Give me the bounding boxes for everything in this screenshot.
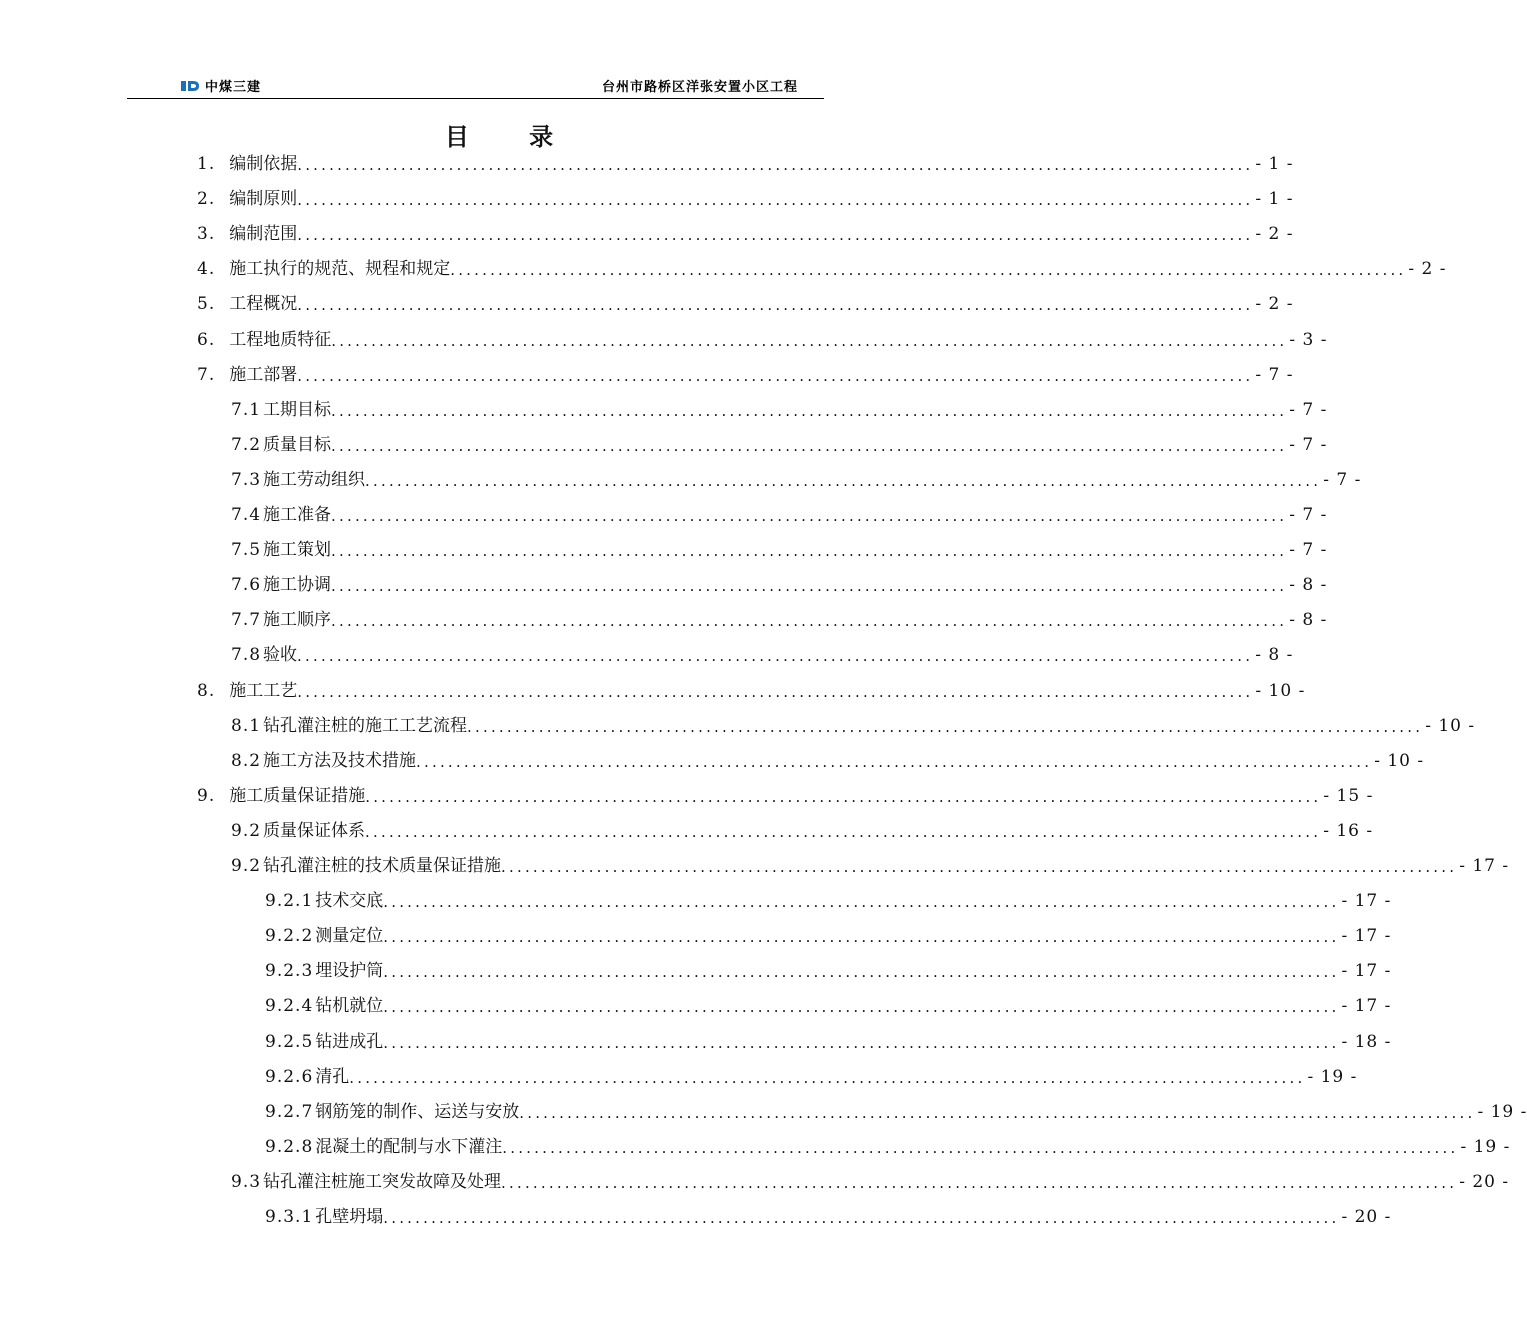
toc-entry-page: - 8 - [1289, 575, 1328, 596]
toc-entry-page: - 10 - [1374, 750, 1425, 771]
toc-entry-number: 8.1 [231, 715, 262, 736]
toc-entry-page: - 10 - [1425, 715, 1476, 736]
toc-entry-page: - 19 - [1477, 1101, 1527, 1122]
toc-entry-page: - 1 - [1255, 154, 1294, 174]
toc-leader-dots: ........................................................................................................................ [501, 1173, 1458, 1192]
toc-leader-dots: ........................................................................................................................ [450, 261, 1407, 280]
toc-entry-page: - 7 - [1323, 469, 1362, 490]
toc-leader-dots: ........................................................................................................................ [297, 226, 1254, 245]
toc-entry-label: 施工准备 [263, 505, 332, 525]
toc-entry-page: - 19 - [1307, 1066, 1358, 1087]
toc-entry-label: 施工部署 [229, 364, 298, 385]
toc-entry-label: 清孔 [315, 1066, 350, 1087]
toc-entry[interactable] [231, 503, 1328, 527]
toc-entry[interactable] [265, 924, 1392, 948]
toc-leader-dots: ........................................................................................................................ [331, 507, 1288, 525]
toc-entry-label: 测量定位 [315, 926, 384, 947]
toc-entry-number: 6. [197, 329, 216, 350]
toc-leader-dots: ........................................................................................................................ [416, 752, 1373, 771]
toc-entry-page: - 8 - [1289, 610, 1328, 631]
toc-entry-number: 9.2.4 [265, 996, 314, 1017]
toc-entry-page: - 20 - [1341, 1207, 1392, 1227]
toc-leader-dots: ........................................................................................................................ [383, 963, 1340, 982]
toc-entry-number: 7.2 [231, 434, 262, 455]
toc-entry[interactable] [265, 889, 1392, 913]
toc-entry[interactable] [265, 1065, 1358, 1089]
toc-entry-label: 施工劳动组织 [263, 469, 366, 490]
toc-entry-number: 9.3 [231, 1171, 262, 1192]
toc-entry-page: - 1 - [1255, 189, 1294, 210]
toc-leader-dots: ........................................................................................................................ [383, 1033, 1340, 1052]
toc-leader-dots: ........................................................................................................................ [331, 401, 1288, 420]
toc-entry-page: - 17 - [1341, 926, 1392, 947]
toc-entry-page: - 17 - [1341, 996, 1392, 1017]
toc-entry[interactable] [197, 152, 1294, 176]
toc-entry-label: 施工策划 [263, 540, 332, 561]
toc-entry-page: - 10 - [1255, 680, 1306, 701]
toc-entry[interactable] [197, 187, 1294, 211]
toc-leader-dots: ........................................................................................................................ [331, 577, 1288, 596]
company-name: 中煤三建 [205, 80, 262, 95]
toc-entry-number: 9.2.1 [265, 891, 314, 912]
toc-entry-label: 质量目标 [263, 434, 332, 455]
toc-leader-dots: ........................................................................................................................ [383, 893, 1340, 912]
toc-entry-page: - 2 - [1255, 294, 1294, 315]
toc-entry-label: 施工执行的规范、规程和规定 [229, 259, 451, 280]
toc-entry-label: 施工质量保证措施 [229, 785, 366, 806]
toc-entry-label: 施工协调 [263, 575, 332, 596]
toc-entry[interactable] [231, 643, 1294, 667]
toc-leader-dots: ........................................................................................................................ [519, 1103, 1476, 1122]
toc-entry[interactable] [197, 784, 1374, 808]
toc-entry-page: - 7 - [1255, 364, 1294, 385]
toc-entry-number: 9.2.8 [265, 1136, 314, 1157]
toc-entry-number: 3. [197, 224, 216, 245]
toc-leader-dots: ........................................................................................................................ [297, 156, 1254, 174]
toc-entry-label: 钻孔灌注桩的技术质量保证措施 [263, 856, 502, 876]
toc-entry-number: 9.2.2 [265, 926, 314, 947]
toc-leader-dots: ........................................................................................................................ [331, 542, 1288, 561]
toc-entry-label: 工程概况 [229, 294, 298, 315]
toc-entry-page: - 19 - [1460, 1136, 1511, 1157]
toc-entry-number: 4. [197, 259, 216, 280]
toc-entry[interactable] [265, 1030, 1392, 1054]
toc-entry-number: 7.8 [231, 645, 262, 666]
toc-entry-page: - 7 - [1289, 399, 1328, 420]
toc-entry-number: 8.2 [231, 750, 262, 771]
toc-leader-dots: ........................................................................................................................ [501, 858, 1458, 876]
toc-entry-page: - 3 - [1289, 329, 1328, 350]
toc-entry[interactable] [197, 679, 1306, 703]
toc-entry-label: 孔壁坍塌 [315, 1207, 384, 1227]
toc-entry-number: 9.2 [231, 856, 262, 876]
toc-entry-number: 9.2.6 [265, 1066, 314, 1087]
toc-entry-label: 施工顺序 [263, 610, 332, 631]
toc-entry-label: 钻孔灌注桩的施工工艺流程 [263, 715, 468, 736]
toc-entry-number: 9.3.1 [265, 1207, 314, 1227]
toc-entry-label: 编制范围 [229, 224, 298, 245]
page-header [127, 74, 824, 99]
toc-entry-label: 验收 [263, 645, 298, 666]
toc-entry-number: 1. [197, 154, 216, 174]
toc-entry[interactable] [231, 468, 1362, 492]
toc-entry[interactable] [231, 433, 1328, 457]
toc-leader-dots: ........................................................................................................................ [331, 436, 1288, 455]
toc-leader-dots: ........................................................................................................................ [297, 191, 1254, 210]
toc-entry-page: - 7 - [1289, 505, 1328, 525]
toc-leader-dots: ........................................................................................................................ [331, 331, 1288, 350]
toc-entry-label: 混凝土的配制与水下灌注 [315, 1136, 503, 1157]
toc-entry-label: 施工工艺 [229, 680, 298, 701]
toc-entry-number: 5. [197, 294, 216, 315]
toc-entry-label: 质量保证体系 [263, 820, 366, 841]
toc-entry[interactable] [197, 328, 1328, 352]
toc-entry[interactable] [265, 1205, 1392, 1229]
project-name: 台州市路桥区洋张安置小区工程 [601, 80, 798, 95]
toc-entry-number: 7.7 [231, 610, 262, 631]
toc-leader-dots: ........................................................................................................................ [331, 612, 1288, 631]
company-logo [180, 76, 261, 95]
toc-leader-dots: ........................................................................................................................ [502, 1138, 1459, 1157]
toc-leader-dots: ........................................................................................................................ [297, 296, 1254, 315]
toc-leader-dots: ........................................................................................................................ [349, 1068, 1306, 1087]
toc-entry-number: 8. [197, 680, 216, 701]
toc-entry-page: - 7 - [1289, 434, 1328, 455]
toc-entry-page: - 17 - [1341, 961, 1392, 982]
toc-entry-number: 9.2.5 [265, 1031, 314, 1052]
toc-entry[interactable] [265, 1135, 1511, 1159]
company-logo-icon [180, 79, 202, 93]
toc-leader-dots: ........................................................................................................................ [365, 471, 1322, 490]
toc-entry-label: 编制原则 [229, 189, 298, 210]
toc-entry[interactable] [231, 573, 1328, 597]
toc-leader-dots: ........................................................................................................................ [297, 647, 1254, 666]
toc-entry[interactable] [265, 1100, 1527, 1124]
toc-entry[interactable] [231, 538, 1328, 562]
toc-entry[interactable] [231, 1170, 1510, 1194]
toc-entry[interactable] [197, 292, 1294, 316]
toc-entry-number: 7.1 [231, 399, 262, 420]
toc-entry-page: - 15 - [1323, 785, 1374, 806]
toc-entry-label: 钢筋笼的制作、运送与安放 [315, 1101, 520, 1122]
toc-entry-page: - 2 - [1408, 259, 1447, 280]
toc-entry[interactable] [231, 714, 1476, 738]
toc-entry-page: - 20 - [1459, 1171, 1510, 1192]
toc-entry-page: - 8 - [1255, 645, 1294, 666]
toc-entry-page: - 17 - [1459, 856, 1510, 876]
toc-entry-page: - 2 - [1255, 224, 1294, 245]
toc-leader-dots: ........................................................................................................................ [297, 682, 1254, 701]
toc-entry-number: 9. [197, 785, 216, 806]
toc-entry-number: 7.6 [231, 575, 262, 596]
toc-title: 目 录 [444, 123, 580, 151]
toc-entry-label: 钻机就位 [315, 996, 384, 1017]
toc-leader-dots: ........................................................................................................................ [383, 998, 1340, 1017]
toc-leader-dots: ........................................................................................................................ [297, 366, 1254, 385]
toc-leader-dots: ........................................................................................................................ [383, 1209, 1340, 1227]
toc-entry[interactable] [197, 257, 1447, 281]
toc-entry[interactable] [265, 994, 1392, 1018]
toc-entry[interactable] [197, 363, 1294, 387]
toc-entry-number: 9.2.7 [265, 1101, 314, 1122]
toc-entry-page: - 18 - [1341, 1031, 1392, 1052]
toc-leader-dots: ........................................................................................................................ [467, 717, 1424, 736]
toc-entry[interactable] [231, 749, 1425, 773]
toc-entry-page: - 17 - [1341, 891, 1392, 912]
toc-entry-label: 工程地质特征 [229, 329, 332, 350]
toc-entry[interactable] [197, 222, 1294, 246]
toc-leader-dots: ........................................................................................................................ [365, 787, 1322, 806]
toc-entry-number: 7.4 [231, 505, 262, 525]
toc-entry-number: 9.2.3 [265, 961, 314, 982]
toc-entry-label: 编制依据 [229, 154, 298, 174]
toc-entry-label: 技术交底 [315, 891, 384, 912]
toc-entry-label: 钻进成孔 [315, 1031, 384, 1052]
toc-entry-page: - 7 - [1289, 540, 1328, 561]
toc-entry-label: 钻孔灌注桩施工突发故障及处理 [263, 1171, 502, 1192]
toc-entry-label: 工期目标 [263, 399, 332, 420]
toc-entry-label: 埋设护筒 [315, 961, 384, 982]
toc-entry-label: 施工方法及技术措施 [263, 750, 417, 771]
toc-leader-dots: ........................................................................................................................ [365, 822, 1322, 841]
toc-entry[interactable] [231, 819, 1374, 843]
toc-entry-number: 2. [197, 189, 216, 210]
toc-entry[interactable] [231, 398, 1328, 422]
toc-entry-number: 7.5 [231, 540, 262, 561]
toc-entry-page: - 16 - [1323, 820, 1374, 841]
toc-entry[interactable] [231, 854, 1510, 878]
toc-entry[interactable] [265, 959, 1392, 983]
toc-entry-number: 7.3 [231, 469, 262, 490]
toc-entry-number: 7. [197, 364, 216, 385]
toc-entry[interactable] [231, 608, 1328, 632]
toc-leader-dots: ........................................................................................................................ [383, 928, 1340, 947]
toc-entry-number: 9.2 [231, 820, 262, 841]
